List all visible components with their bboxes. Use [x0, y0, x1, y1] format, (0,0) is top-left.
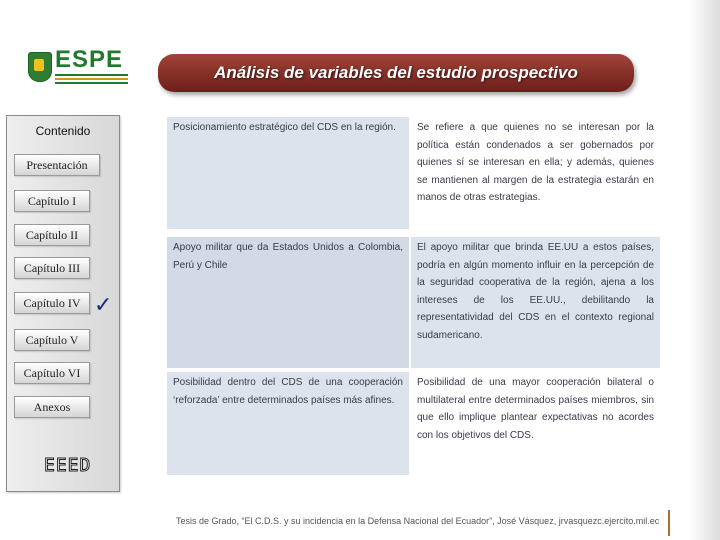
current-chapter-check-icon: ✓ [94, 293, 113, 318]
nav-capitulo-5[interactable]: Capítulo V [14, 329, 90, 351]
variable-cell: Posibilidad dentro del CDS de una cooperación ‘reforzada’ entre determinados países más afines. [167, 372, 411, 475]
eeed-badge: EEED [44, 455, 92, 476]
right-edge-shade [690, 0, 720, 540]
nav-capitulo-4[interactable]: Capítulo IV [14, 292, 90, 314]
nav-capitulo-2[interactable]: Capítulo II [14, 224, 90, 246]
title-banner [158, 54, 634, 92]
nav-presentacion[interactable]: Presentación [14, 154, 100, 176]
nav-capitulo-1[interactable]: Capítulo I [14, 190, 90, 212]
logo-subtitle-bars [55, 74, 128, 86]
page-title: Análisis de variables del estudio prospectivo [214, 63, 578, 82]
shield-emblem-icon [28, 52, 52, 82]
footer-divider [668, 510, 670, 536]
variable-cell: Posicionamiento estratégico del CDS en la región. [167, 117, 411, 229]
table-row [167, 117, 660, 229]
description-cell: Posibilidad de una mayor cooperación bilateral o multilateral entre determinados países miembros, sin que ello implique plantear expectativas no acordes con los objetivos del CDS. [411, 372, 660, 475]
nav-capitulo-6[interactable]: Capítulo VI [14, 362, 90, 384]
description-cell: Se refiere a que quienes no se interesan por la política están condenados a ser gobernados por quienes sí se interesan en ella; y además, quienes se mantienen al margen de la estrategia estarán en manos de otras estrategias. [411, 117, 660, 229]
table-row [167, 372, 660, 475]
nav-anexos[interactable]: Anexos [14, 396, 90, 418]
espe-logo [28, 48, 128, 90]
table-row [167, 237, 660, 368]
sidebar-heading: Contenido [35, 124, 91, 138]
nav-capitulo-3[interactable]: Capítulo III [14, 257, 90, 279]
logo-text: ESPE [55, 46, 124, 73]
description-cell: El apoyo militar que brinda EE.UU a estos países, podría en algún momento influir en la percepción de la seguridad cooperativa de la región, ajena a los intereses de los EE.UU., debilitando la representatividad del CDS en el contexto regional sudamericano. [411, 237, 660, 368]
footer-citation: Tesis de Grado, “El C.D.S. y su incidencia en la Defensa Nacional del Ecuador”, José Vásquez, jrvasquezc.ejercito.mil.ec [176, 516, 660, 526]
variable-cell: Apoyo militar que da Estados Unidos a Colombia, Perú y Chile [167, 237, 411, 368]
